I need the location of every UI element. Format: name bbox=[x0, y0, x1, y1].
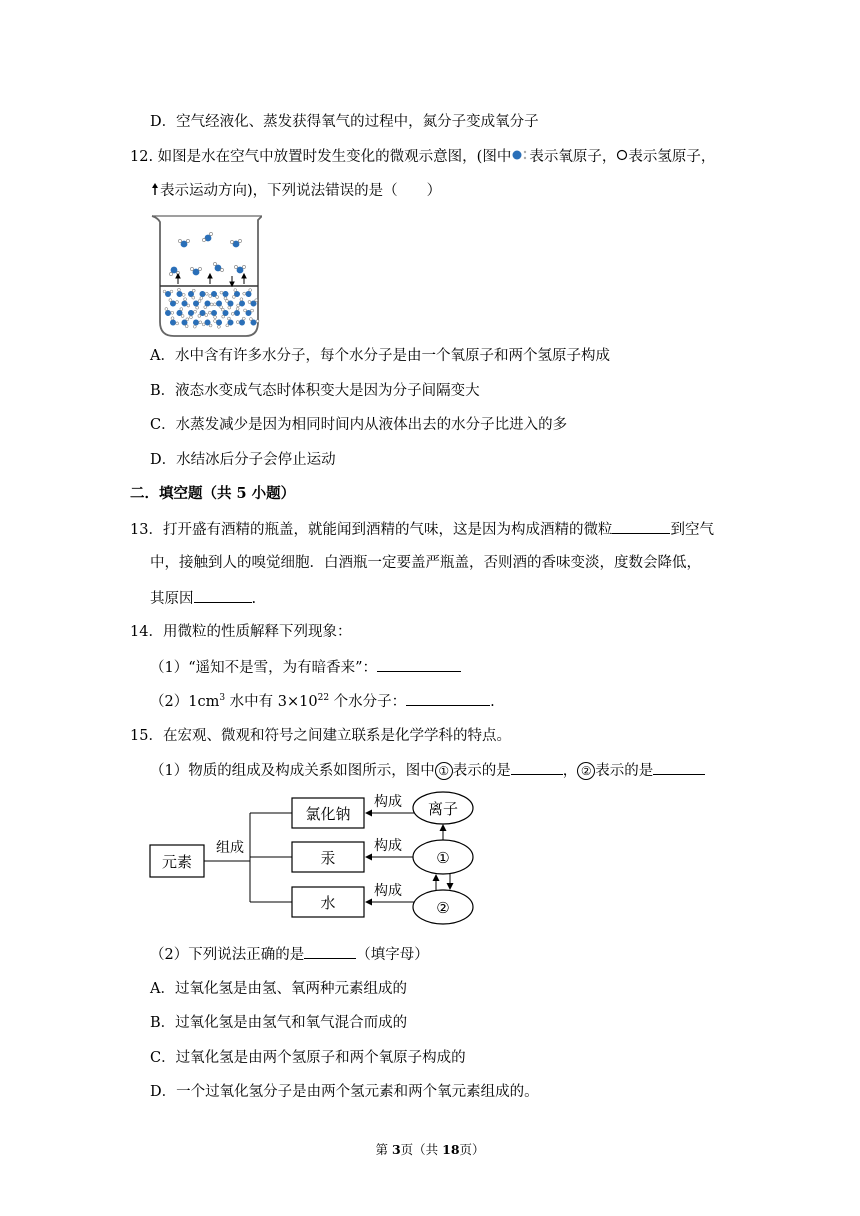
q15-option-c: C．过氧化氢是由两个氢原子和两个氧原子构成的 bbox=[150, 1050, 466, 1066]
q15-sub1-text-d: 表示的是 bbox=[595, 763, 654, 779]
q15-option-a: A．过氧化氢是由氢、氧两种元素组成的 bbox=[150, 981, 407, 997]
q15-sub1 bbox=[150, 760, 705, 781]
page-footer bbox=[0, 1140, 860, 1158]
q11-option-d: D．空气经液化、蒸发获得氧气的过程中，氮分子变成氧分子 bbox=[150, 114, 539, 130]
q12-stem-text-d: 表示运动方向)，下列说法错误的是（ ） bbox=[160, 183, 442, 199]
q13-text-b: 到空气 bbox=[670, 522, 714, 538]
q13-text-c: 其原因 bbox=[150, 591, 194, 607]
circle2-label: ② bbox=[436, 899, 450, 917]
q15-sub1-text-b: 表示的是 bbox=[452, 763, 511, 779]
q15-sub2-text-a: （2）下列说法正确的是 bbox=[150, 947, 305, 963]
footer-total-pages: 18 bbox=[442, 1142, 460, 1157]
q12-option-c: C．水蒸发减少是因为相同时间内从液体出去的水分子比进入的多 bbox=[150, 417, 568, 433]
q13-text-d: . bbox=[251, 591, 257, 607]
oxygen-atom-icon bbox=[511, 148, 529, 162]
composition-diagram bbox=[148, 790, 488, 930]
q15-option-b: B．过氧化氢是由氢气和氧气混合而成的 bbox=[150, 1015, 408, 1031]
q15-stem: 15．在宏观、微观和符号之间建立联系是化学学科的特点。 bbox=[130, 728, 511, 744]
q12-stem-line1 bbox=[130, 147, 715, 167]
q13-blank-2[interactable] bbox=[194, 588, 252, 603]
q14-sub1 bbox=[150, 657, 461, 678]
up-arrow-icon bbox=[150, 182, 160, 196]
substance-label-3: 水 bbox=[320, 894, 336, 912]
circle-number-1: ① bbox=[435, 762, 453, 780]
q14-sub1-text: （1）“遥知不是雪，为有暗香来”： bbox=[150, 660, 378, 676]
q14-stem: 14．用微粒的性质解释下列现象： bbox=[130, 624, 352, 640]
hydrogen-atom-icon bbox=[616, 148, 628, 162]
vapor-molecules bbox=[169, 232, 245, 275]
build-label-3: 构成 bbox=[374, 883, 402, 899]
q13-line3 bbox=[150, 588, 256, 609]
q14-blank-1[interactable] bbox=[377, 657, 461, 672]
circle-number-2: ② bbox=[577, 762, 595, 780]
q14-sub2-text-c: 个水分子： bbox=[329, 694, 407, 710]
q15-sub2-text-b: （填字母） bbox=[356, 947, 429, 963]
q13-line1 bbox=[130, 519, 714, 540]
q15-sub2 bbox=[150, 944, 429, 965]
q14-sub2 bbox=[150, 691, 495, 712]
circle1-label: ① bbox=[436, 849, 450, 867]
footer-text-a: 第 bbox=[375, 1142, 392, 1157]
q15-blank-1[interactable] bbox=[511, 760, 563, 775]
compose-label: 组成 bbox=[216, 840, 244, 856]
q13-text-a: 13．打开盛有酒精的瓶盖，就能闻到酒精的气味，这是因为构成酒精的微粒 bbox=[130, 522, 613, 538]
q15-blank-3[interactable] bbox=[304, 944, 356, 959]
footer-text-c: 页） bbox=[459, 1142, 485, 1157]
beaker-figure bbox=[150, 210, 262, 338]
substance-label-2: 汞 bbox=[320, 849, 336, 867]
q12-option-a: A．水中含有许多水分子，每个水分子是由一个氧原子和两个氢原子构成 bbox=[150, 348, 610, 364]
q12-stem-line2 bbox=[150, 181, 441, 201]
element-label: 元素 bbox=[161, 853, 193, 871]
q14-sup-2: 22 bbox=[317, 693, 330, 704]
q14-blank-2[interactable] bbox=[406, 691, 490, 706]
q12-stem-text-c: 表示氢原子， bbox=[628, 149, 716, 165]
q14-sub2-text-a: （2）1cm bbox=[150, 694, 220, 710]
q14-sup-1: 3 bbox=[219, 693, 226, 704]
footer-page-number: 3 bbox=[391, 1142, 401, 1157]
q14-sub2-text-b: 水中有 3×10 bbox=[225, 694, 318, 710]
liquid-molecules bbox=[162, 288, 259, 329]
ion-label: 离子 bbox=[427, 800, 459, 818]
q15-option-d: D．一个过氧化氢分子是由两个氢元素和两个氧元素组成的。 bbox=[150, 1084, 539, 1100]
q15-sub1-text-a: （1）物质的组成及构成关系如图所示，图中 bbox=[150, 763, 435, 779]
q12-option-d: D．水结冰后分子会停止运动 bbox=[150, 452, 336, 468]
build-label-1: 构成 bbox=[374, 794, 402, 810]
section-title: 二．填空题（共 5 小题） bbox=[130, 485, 296, 502]
q12-stem-text-a: 12. 如图是水在空气中放置时发生变化的微观示意图，(图中 bbox=[130, 149, 512, 165]
build-label-2: 构成 bbox=[374, 838, 402, 854]
footer-text-b: 页（共 bbox=[400, 1142, 443, 1157]
q12-stem-text-b: 表示氧原子， bbox=[529, 149, 617, 165]
q15-blank-2[interactable] bbox=[653, 760, 705, 775]
q15-sub1-text-c: ， bbox=[562, 763, 578, 779]
motion-arrows bbox=[176, 274, 246, 286]
q12-option-b: B．液态水变成气态时体积变大是因为分子间隔变大 bbox=[150, 383, 480, 399]
q14-sub2-end: . bbox=[490, 694, 495, 710]
substance-label-1: 氯化钠 bbox=[305, 805, 351, 823]
q13-line2: 中，接触到人的嗅觉细胞．白酒瓶一定要盖严瓶盖，否则酒的香味变淡，度数会降低， bbox=[150, 555, 701, 571]
q13-blank-1[interactable] bbox=[612, 519, 670, 534]
